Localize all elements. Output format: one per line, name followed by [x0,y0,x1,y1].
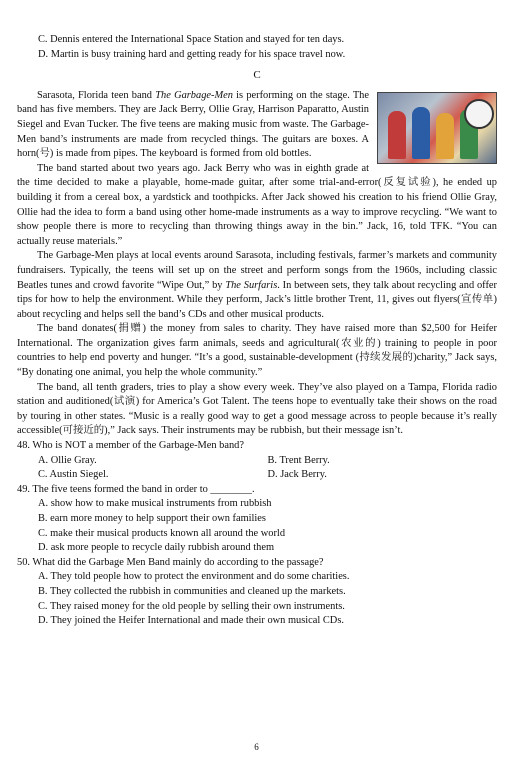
question-49 [17,483,497,556]
page-number: 6 [254,742,259,752]
paragraph-4: The band donates(捐赠) the money from sales to charity. They have raised more than $2,500 for Heifer International. The organization gives farm animals, seeds and agricultural(农业的) training to people in poor countries to help end poverty and hunger. “It’s a good, sustainable-development (持续发展的)charity,” Jack says, “By donating one animal, you help the whole community.” [17,323,497,379]
band-name: The Garbage-Men [155,89,233,101]
option[interactable]: D. Jack Berry. [267,469,327,481]
option[interactable]: D. ask more people to recycle daily rubbish around them [38,542,275,554]
option[interactable]: B. They collected the rubbish in communities and cleaned up the markets. [38,585,346,597]
option[interactable]: A. show how to make musical instruments from rubbish [38,498,272,510]
section-label: C [253,69,261,82]
option[interactable]: C. They raised money for the old people by selling their own instruments. [38,600,345,612]
question-50 [17,556,497,629]
option[interactable]: B. earn more money to help support their own families [38,513,266,524]
paragraph-1: Sarasota, Florida teen band The Garbage-Men is performing on the stage. The band has five members. They are Jack Berry, Ollie Gray, Harrison Paparatto, Austin Siegel and Evan Tucker. The five teens are making music from waste. The Garbage-Men band’s instruments are made from recycled things. The guitars are boxes. A horn(号) is made from pipes. The keyboard is formed from old bottles. [17,89,497,162]
paragraph-2: The band started about two years ago. Jack Berry who was in eighth grade at the time decided to make a playable, home-made guitar, after some trial-and-error(反复试验), he ended up building it from a cereal box, a yardstick and toothpicks. After Jack showed his creation to his friend Ollie Gray, Ollie had the idea to form a band using other home-made instruments as a way to improve recycling. “We want to show people there is more to recycling than throwing things away in the bin.” Jack, 16, told TFK. “You can actually reuse materials.” [17,162,497,247]
document-page [17,33,497,629]
question-stem: 48. Who is NOT a member of the Garbage-Men band? [17,440,244,452]
band-photo [377,92,497,164]
question-options [17,497,497,555]
drum-icon [464,99,494,129]
prev-option-d: D. Martin is busy training hard and getting ready for his space travel now. [38,48,346,60]
prev-option-c: C. Dennis entered the International Space Station and stayed for ten days. [38,34,345,45]
question-48 [17,439,497,483]
paragraph-5: The band, all tenth graders, tries to play a show every week. They’ve also played on a Tampa, Florida radio station and auditioned(试演) for America’s Got Talent. The teens hope to eventually take their shows on the road by touring in other states. “Music is a really good way to get a good message across to people because it’s really accessible(可接近的),” Jack says. Their instruments may be rubbish, but their message isn’t. [17,381,497,437]
option[interactable]: C. Austin Siegel. [38,469,109,481]
option[interactable]: A. Ollie Gray. [38,454,97,466]
question-stem: 50. What did the Garbage Men Band mainly do according to the passage? [17,556,324,568]
option[interactable]: D. They joined the Heifer International and made their own musical CDs. [38,615,344,627]
option[interactable]: B. Trent Berry. [267,454,330,466]
paragraph-3: The Garbage-Men plays at local events around Sarasota, including festivals, farmer’s markets and community fundraisers. Typically, the teens will set up on the street and perform songs from the 1960s, including classic Beatles tunes and crowd favorite “Wipe Out,” by The Surfaris. In between sets, they talk about recycling and offer tips for how to help the environment. While they perform, Jack’s little brother Trent, 11, gives out flyers(宣传单) about recycling and helps sell the band’s CDs and other musical products. [17,250,497,320]
option[interactable]: A. They told people how to protect the environment and do some charities. [38,571,350,583]
question-options [17,454,497,483]
question-stem: 49. The five teens formed the band in order to ________. [17,483,255,495]
option[interactable]: C. make their musical products known all around the world [38,527,286,539]
question-options [17,570,497,628]
